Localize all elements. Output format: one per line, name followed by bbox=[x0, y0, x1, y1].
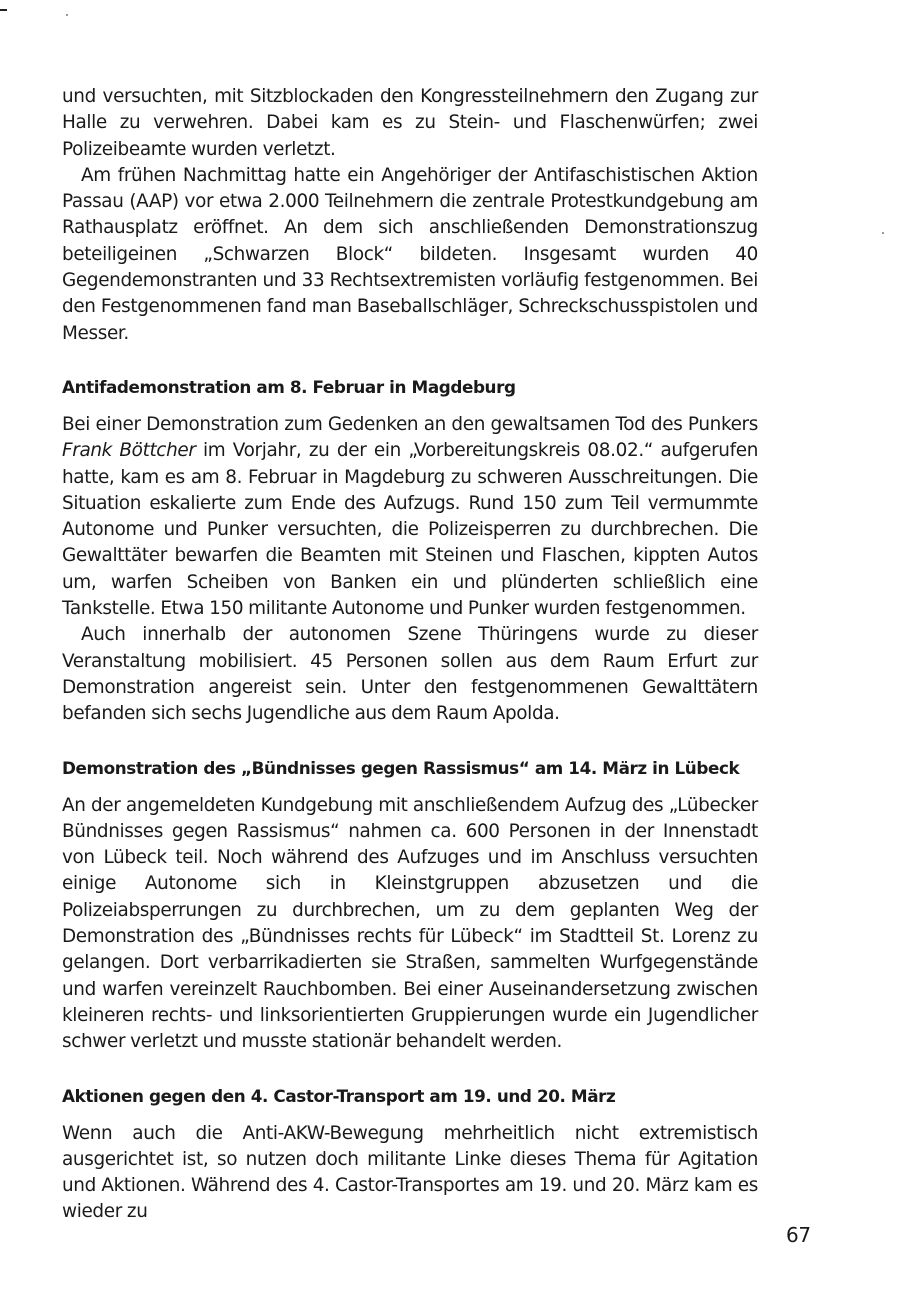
person-name: Frank Böttcher bbox=[62, 440, 196, 462]
scan-speck bbox=[66, 14, 68, 16]
paragraph-castor-transport: Wenn auch die Anti-AKW-Bewegung mehrheitlich nicht extremistisch ausgerichtet ist, so nutzen doch militante Linke dieses Thema für Agitation und Aktionen. Während des 4. Castor-Transportes am 19. und 20. März kam es wieder zu bbox=[62, 1122, 758, 1223]
section-heading-castor: Aktionen gegen den 4. Castor-Transport am 19. und 20. März bbox=[62, 1085, 616, 1106]
section-heading-luebeck: Demonstration des „Bündnisses gegen Rassismus“ am 14. März in Lübeck bbox=[62, 757, 740, 778]
text-run: im Vorjahr, zu der ein „Vorbereitungskreis 08.02.“ aufgerufen hatte, kam es am 8. Februar in Magdeburg zu schweren Ausschreitungen. Die Situation eskalierte zum Ende des Aufzugs. Rund 150 zum Teil vermummte Autonome und Punker versuchten, die Polizeisperren zu durchbrechen. Die Gewalttäter bewarfen die Beamten mit Steinen und Flaschen, kippten Autos um, warfen Scheiben von Banken ein und plünderten schließlich eine Tankstelle. Etwa 150 militante Autonome und Punker wurden festgenommen. bbox=[62, 440, 759, 620]
paragraph-continuation: und versuchten, mit Sitzblockaden den Kongressteilnehmern den Zugang zur Halle zu verwehren. Dabei kam es zu Stein- und Flaschenwürfen; zwei Polizeibeamte wurden verletzt. bbox=[62, 86, 758, 160]
paragraph-passau-protest: Am frühen Nachmittag hatte ein Angehöriger der Antifaschistischen Aktion Passau (AAP) vor etwa 2.000 Teilnehmern die zentrale Protestkundgebung am Rathausplatz eröffnet. An dem sich anschließenden Demonstrationszug beteiligeinen „Schwarzen Block“ bildeten. Insgesamt wurden 40 Gegendemonstranten und 33 Rechtsextremisten vorläufig festgenommen. Bei den Festgenommenen fand man Baseballschläger, Schreckschusspistolen und Messer. bbox=[62, 164, 758, 344]
document-page-body bbox=[62, 84, 758, 1226]
scan-speck bbox=[882, 232, 884, 234]
text-run: Bei einer Demonstration zum Gedenken an den gewaltsamen Tod des Punkers bbox=[62, 413, 758, 435]
section-heading-magdeburg: Antifademonstration am 8. Februar in Magdeburg bbox=[62, 376, 516, 397]
paragraph-magdeburg-riots bbox=[62, 412, 758, 622]
page-number: 67 bbox=[786, 1223, 811, 1247]
paragraph-thuringia-mobilisation: Auch innerhalb der autonomen Szene Thüringens wurde zu dieser Veranstaltung mobilisiert. 45 Personen sollen aus dem Raum Erfurt zur Demonstration angereist sein. Unter den festgenommenen Gewalttätern befanden sich sechs Jugendliche aus dem Raum Apolda. bbox=[62, 624, 758, 725]
paragraph-luebeck-demonstration: An der angemeldeten Kundgebung mit anschließendem Aufzug des „Lübecker Bündnisses gegen Rassismus“ nahmen ca. 600 Personen in der Innenstadt von Lübeck teil. Noch während des Aufzuges und im Anschluss versuchten einige Autonome sich in Kleinstgruppen abzusetzen und die Polizeiabsperrungen zu durchbrechen, um zu dem geplanten Weg der Demonstration des „Bündnisses rechts für Lübeck“ im Stadtteil St. Lorenz zu gelangen. Dort verbarrikadierten sie Straßen, sammelten Wurfgegenstände und warfen vereinzelt Rauchbomben. Bei einer Auseinandersetzung zwischen kleineren rechts- und linksorientierten Gruppierungen wurde ein Jugendlicher schwer verletzt und musste stationär behandelt werden. bbox=[62, 794, 758, 1053]
scan-edge-mark bbox=[0, 9, 7, 11]
